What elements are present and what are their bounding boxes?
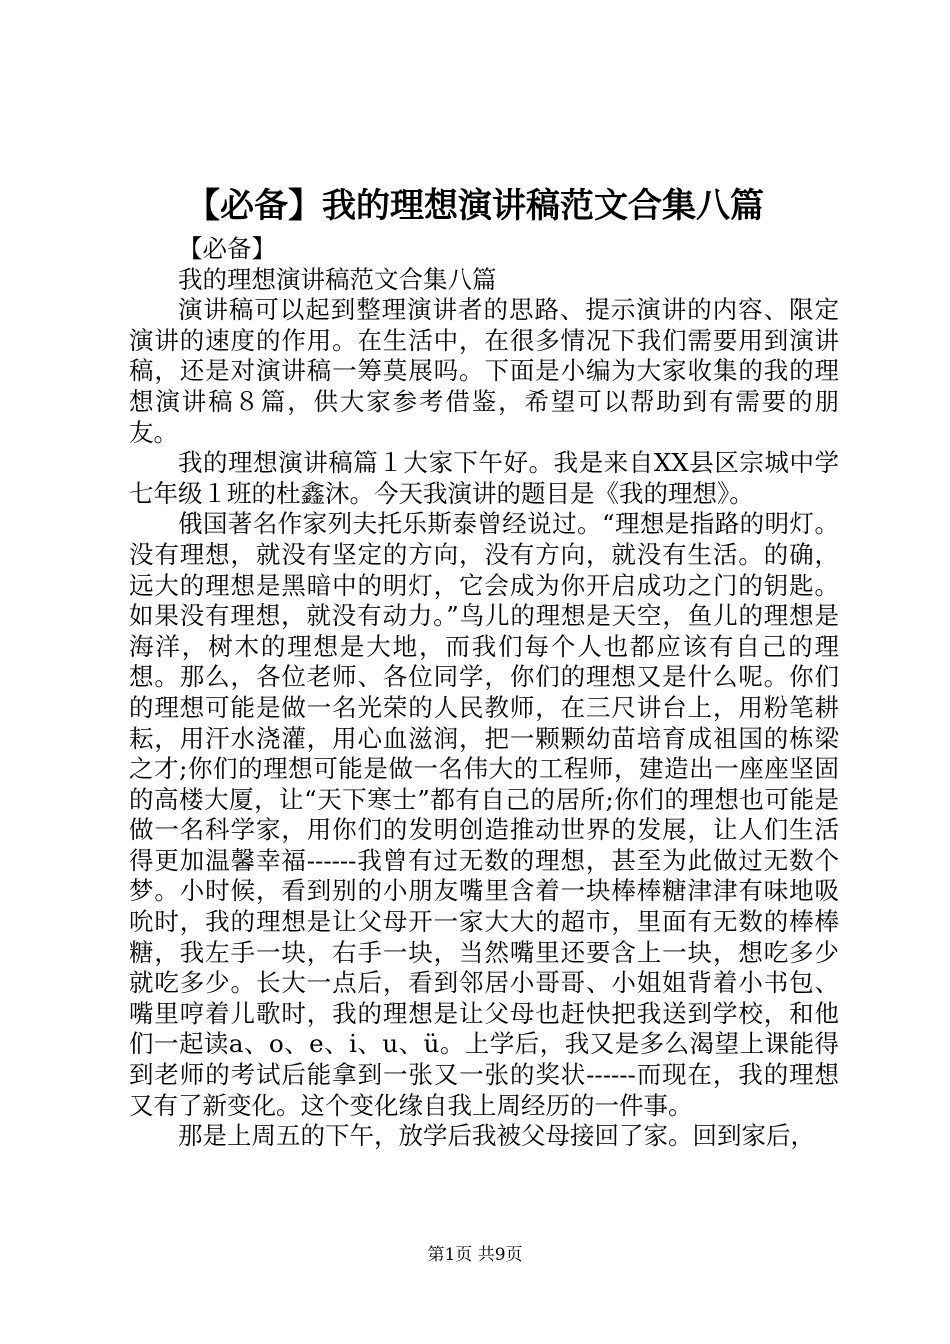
document-body [129, 234, 839, 1152]
paragraph-story: 那是上周五的下午，放学后我被父母接回了家。回到家后， [178, 1121, 815, 1151]
paragraph-tag: 【必备】 [178, 234, 276, 263]
paragraph-speech-opening: 我的理想演讲稿篇１大家下午好。我是来自XX县区宗城中学七年级１班的杜鑫沐。今天我演讲的题目是《我的理想》。 [129, 448, 839, 508]
paragraph-intro: 演讲稿可以起到整理演讲者的思路、提示演讲的内容、限定演讲的速度的作用。在生活中，在很多情况下我们需要用到演讲稿，还是对演讲稿一筹莫展吗。下面是小编为大家收集的我的理想演讲稿８篇，供大家参考借鉴，希望可以帮助到有需要的朋友。 [129, 295, 839, 447]
paragraph-subtitle: 我的理想演讲稿范文合集八篇 [178, 264, 497, 294]
paragraph-speech-body: 俄国著名作家列夫托乐斯泰曾经说过。“理想是指路的明灯。没有理想，就没有坚定的方向，没有方向，就没有生活。的确，远大的理想是黑暗中的明灯，它会成为你开启成功之门的钥匙。如果没有理想，就没有动力。”鸟儿的理想是天空，鱼儿的理想是海洋，树木的理想是大地，而我们每个人也都应该有自己的理想。那么，各位老师、各位同学，你们的理想又是什么呢。你们的理想可能是做一名光荣的人民教师，在三尺讲台上，用粉笔耕耘，用汗水浇灌，用心血滋润，把一颗颗幼苗培育成祖国的栋梁之才;你们的理想可能是做一名伟大的工程师，建造出一座座坚固的高楼大厦，让“天下寒士”都有自己的居所;你们的理想也可能是做一名科学家，用你们的发明创造推动世界的发展，让人们生活得更加温馨幸福------我曾有过无数的理想，甚至为此做过无数个梦。小时候，看到别的小朋友嘴里含着一块棒棒糖津津有味地吸吮时，我的理想是让父母开一家大大的超市，里面有无数的棒棒糖，我左手一块，右手一块，当然嘴里还要含上一块，想吃多少就吃多少。长大一点后，看到邻居小哥哥、小姐姐背着小书包、嘴里哼着儿歌时，我的理想是让父母也赶快把我送到学校，和他们一起读a、o、e、i、u、ü。上学后，我又是多么渴望上课能得到老师的考试后能拿到一张又一张的奖状------而现在，我的理想又有了新变化。这个变化缘自我上周经历的一件事。 [129, 509, 839, 1120]
document-title: 【必备】我的理想演讲稿范文合集八篇 [186, 186, 764, 226]
page-footer: 第1页 共9页 [427, 1245, 523, 1265]
